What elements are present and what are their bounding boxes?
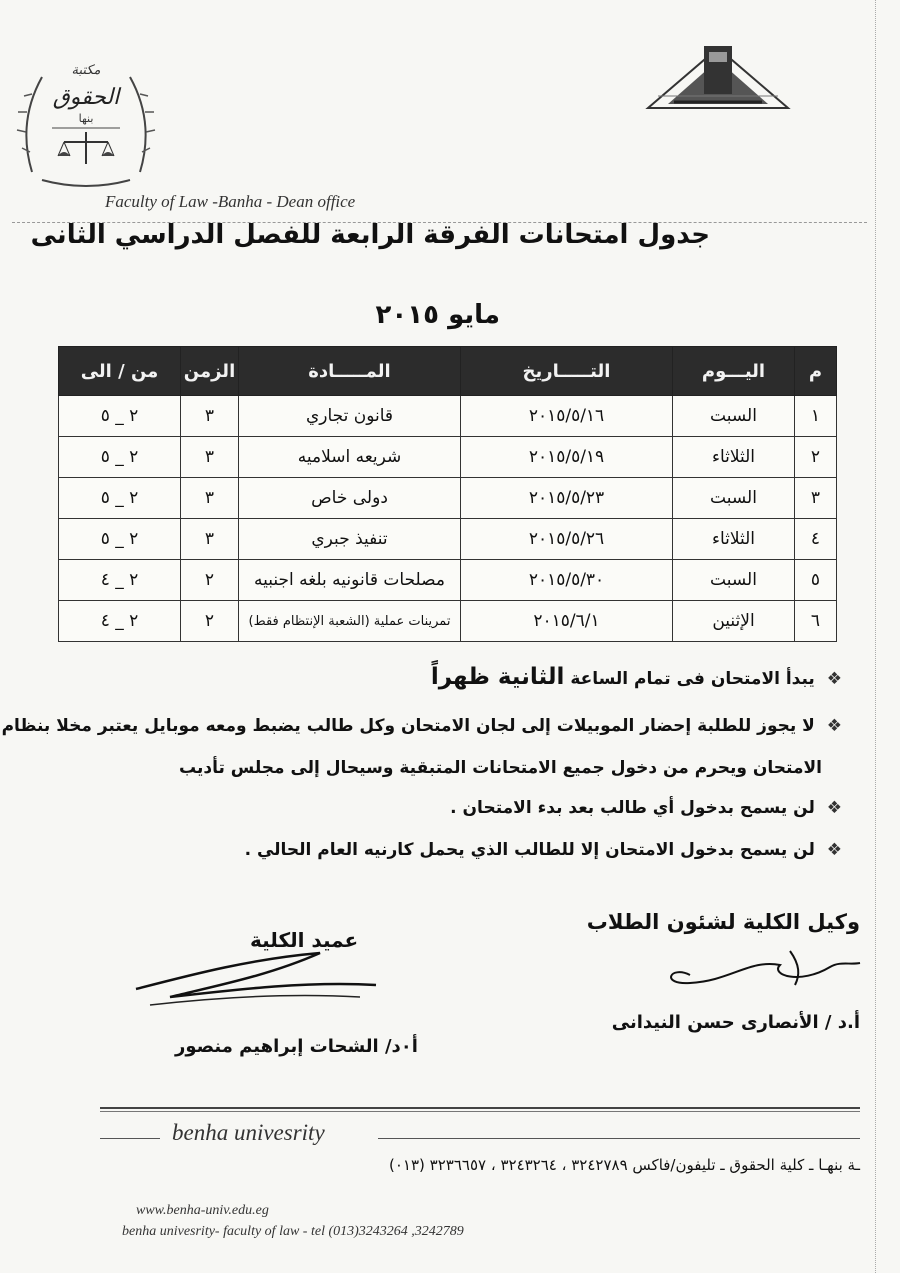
dean-name: أ٠د/ الشحات إبراهيم منصور [175,1036,418,1057]
cell-date: ٢٠١٥/٥/٣٠ [461,560,673,601]
header-duration: الزمن [181,347,239,396]
cell-duration: ٣ [181,437,239,478]
table-row [59,560,837,601]
table-header-row [59,347,837,396]
page-edge [875,0,898,1273]
cell-day: السبت [673,396,795,437]
footer-contact-arabic: ـة بنهـا ـ كلية الحقوق ـ تليفون/فاكس ٣٢٤٢٧٨٩ ، ٣٢٤٣٢٦٤ ، ٣٢٣٦٦٥٧ (٠١٣) [389,1156,860,1174]
cell-date: ٢٠١٥/٥/١٩ [461,437,673,478]
title-month: مايو ٢٠١٥ [375,300,500,330]
note-text: لن يسمح بدخول أي طالب بعد بدء الامتحان . [450,798,815,818]
note-id-card [245,840,842,860]
cell-subject: تمرينات عملية (الشعبة الإنتظام فقط) [239,601,461,642]
svg-text:بنها: بنها [78,112,94,125]
cell-time: ٢ _ ٥ [59,437,181,478]
cell-time: ٢ _ ٤ [59,560,181,601]
cell-date: ٢٠١٥/٥/٢٣ [461,478,673,519]
cell-time: ٢ _ ٥ [59,519,181,560]
cell-num: ٤ [795,519,837,560]
note-text: لن يسمح بدخول الامتحان إلا للطالب الذي يحمل كارنيه العام الحالي . [244,840,815,860]
cell-subject: تنفيذ جبري [239,519,461,560]
cell-time: ٢ _ ٥ [59,396,181,437]
cell-date: ٢٠١٥/٥/١٦ [461,396,673,437]
vice-dean-name: أ.د / الأنصارى حسن النيدانى [611,1012,860,1033]
faculty-english-header: Faculty of Law -Banha - Dean office [105,192,356,211]
note-late-entry [450,798,842,818]
footer-university: benha univesrity [172,1120,325,1145]
cell-num: ٥ [795,560,837,601]
cell-duration: ٢ [181,601,239,642]
table-row [59,396,837,437]
cell-subject: دولى خاص [239,478,461,519]
cell-num: ٣ [795,478,837,519]
footer-website: www.benha-univ.edu.eg [136,1203,269,1218]
cell-time: ٢ _ ٥ [59,478,181,519]
header-num: م [795,347,837,396]
table-row [59,478,837,519]
header-date: التـــــاريخ [461,347,673,396]
vice-dean-title: وكيل الكلية لشئون الطلاب [586,910,860,934]
cell-num: ٦ [795,601,837,642]
cell-day: السبت [673,560,795,601]
table-row [59,519,837,560]
note-text: لا يجوز للطلبة إحضار الموبيلات إلى لجان الامتحان وكل طالب يضبط ومعه موبايل يعتبر مخلا بنظام [1,716,815,736]
note-mobiles [2,716,842,736]
dean-signature-icon [130,945,390,1015]
header-day: اليـــوم [673,347,795,396]
cell-num: ١ [795,396,837,437]
cell-subject: شريعه اسلاميه [239,437,461,478]
table-row [59,601,837,642]
bullet-icon: ❖ [826,669,842,689]
cell-subject: قانون تجاري [239,396,461,437]
cell-duration: ٣ [181,396,239,437]
cell-num: ٢ [795,437,837,478]
svg-text:مكتبة: مكتبة [71,63,101,78]
cell-date: ٢٠١٥/٥/٢٦ [461,519,673,560]
cell-day: الثلاثاء [673,519,795,560]
footer-telephone: benha univesrity- faculty of law - tel (013)3243264 ,3242789 [122,1224,464,1239]
cell-time: ٢ _ ٤ [59,601,181,642]
header-time: من / الى [59,347,181,396]
cell-subject: مصلحات قانونيه بلغه اجنبيه [239,560,461,601]
header-subject: المـــــادة [239,347,461,396]
page-title: جدول امتحانات الفرقة الرابعة للفصل الدراسي الثانى [30,220,710,250]
note-emphasis: الثانية ظهراً [430,664,565,690]
footer-divider [100,1111,860,1112]
bullet-icon: ❖ [826,840,842,860]
bullet-icon: ❖ [826,716,842,736]
vice-dean-signature-icon [650,945,870,1005]
cell-duration: ٣ [181,478,239,519]
cell-date: ٢٠١٥/٦/١ [461,601,673,642]
cell-day: الثلاثاء [673,437,795,478]
footer-rule [100,1138,160,1139]
table-row [59,437,837,478]
cell-duration: ٢ [181,560,239,601]
footer-rule [378,1138,860,1139]
bullet-icon: ❖ [826,798,842,818]
footer-divider [100,1107,860,1109]
note-start-time [431,664,842,690]
svg-text:الحقوق: الحقوق [52,85,120,110]
library-seal-icon [12,52,160,192]
note-text: يبدأ الامتحان فى تمام الساعة [570,669,815,689]
cell-day: السبت [673,478,795,519]
exam-schedule-table [58,346,836,642]
dean-title: عميد الكلية [250,928,359,952]
note-mobiles-continued: الامتحان ويحرم من دخول جميع الامتحانات المتبقية وسيحال إلى مجلس تأديب [179,758,822,778]
cell-duration: ٣ [181,519,239,560]
university-logo-icon [638,38,798,118]
cell-day: الإثنين [673,601,795,642]
